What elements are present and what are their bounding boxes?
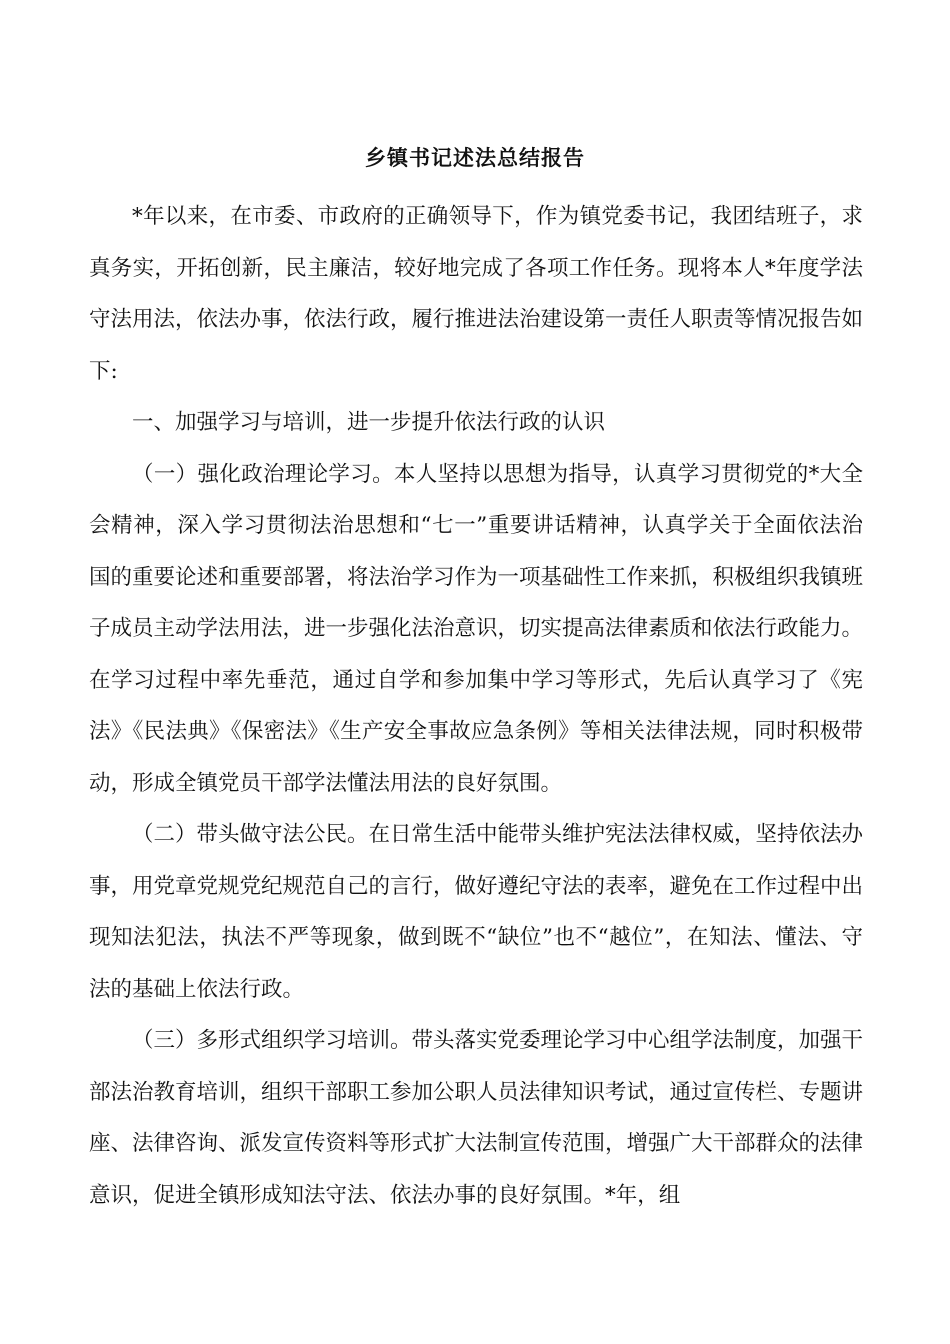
subsection-paragraph-1: （一）强化政治理论学习。本人坚持以思想为指导，认真学习贯彻党的*大全会精神，深入学习贯彻法治思想和“七一”重要讲话精神，认真学关于全面依法治国的重要论述和重要部署，将法治学习作为一项基础性工作来抓，积极组织我镇班子成员主动学法用法，进一步强化法治意识，切实提高法律素质和依法行政能力。在学习过程中率先垂范，通过自学和参加集中学习等形式，先后认真学习了《宪法》《民法典》《保密法》《生产安全事故应急条例》等相关法律法规，同时积极带动，形成全镇党员干部学法懂法用法的良好氛围。 xyxy=(89,461,864,796)
document-body xyxy=(89,191,863,1221)
document-title: 乡镇书记述法总结报告 xyxy=(365,145,585,170)
section-heading-1: 一、加强学习与培训，进一步提升依法行政的认识 xyxy=(132,410,606,435)
subsection-paragraph-2: （二）带头做守法公民。在日常生活中能带头维护宪法法律权威，坚持依法办事，用党章党规党纪规范自己的言行，做好遵纪守法的表率，避免在工作过程中出现知法犯法，执法不严等现象，做到既不“缺位”也不“越位”，在知法、懂法、守法的基础上依法行政。 xyxy=(89,822,864,1002)
subsection-paragraph-3: （三）多形式组织学习培训。带头落实党委理论学习中心组学法制度，加强干部法治教育培训，组织干部职工参加公职人员法律知识考试，通过宣传栏、专题讲座、法律咨询、派发宣传资料等形式扩大法制宣传范围，增强广大干部群众的法律意识，促进全镇形成知法守法、依法办事的良好氛围。*年，组 xyxy=(89,1028,864,1208)
intro-paragraph: *年以来，在市委、市政府的正确领导下，作为镇党委书记，我团结班子，求真务实，开拓创新，民主廉洁，较好地完成了各项工作任务。现将本人*年度学法守法用法，依法办事，依法行政，履行推进法治建设第一责任人职责等情况报告如下: xyxy=(89,204,864,384)
